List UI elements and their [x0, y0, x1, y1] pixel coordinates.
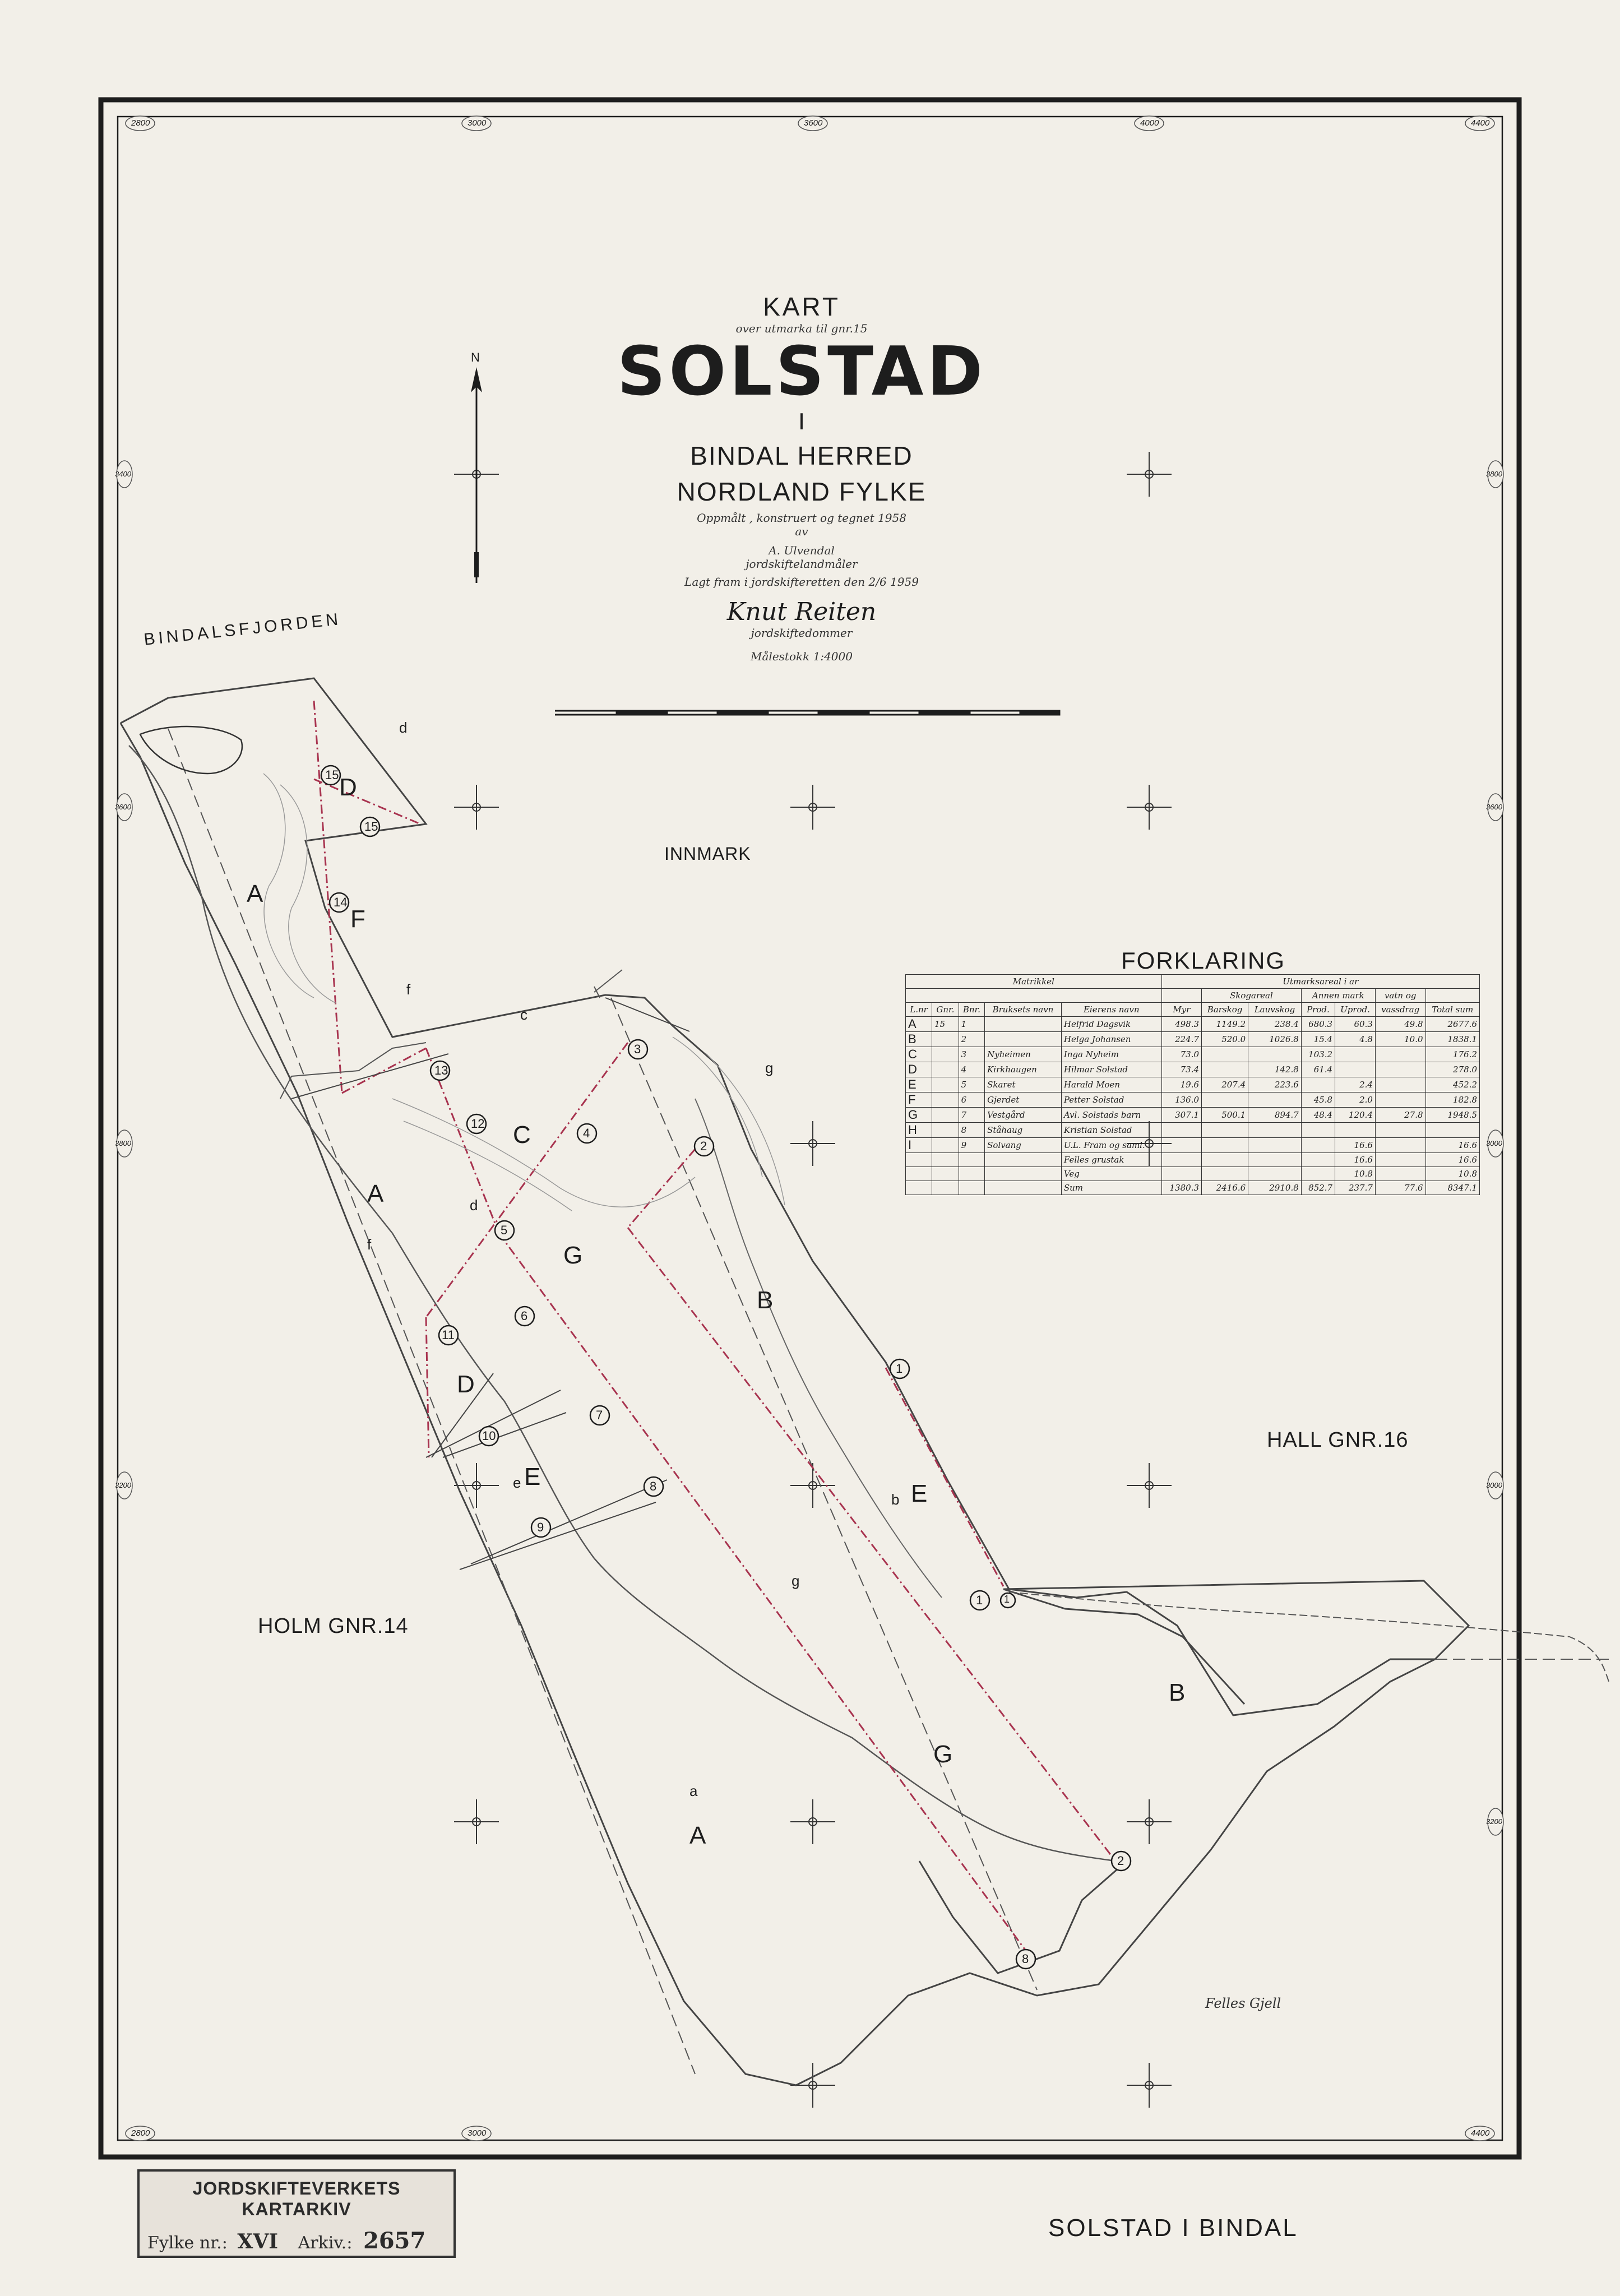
- legend-cell: 15.4: [1301, 1032, 1335, 1047]
- legend-cell: Inga Nyheim: [1061, 1047, 1161, 1062]
- lowercase-label: f: [406, 981, 411, 998]
- legend-col-gnr: Gnr.: [932, 1003, 959, 1017]
- grid-label: 3000: [1486, 1139, 1502, 1147]
- legend-cell: [1248, 1153, 1302, 1167]
- legend-cell: 120.4: [1335, 1108, 1376, 1123]
- legend-cell: 6: [959, 1093, 984, 1108]
- grid-label: 3800: [1486, 470, 1502, 478]
- legend-cell: [1375, 1047, 1425, 1062]
- legend-cell: 136.0: [1161, 1093, 1201, 1108]
- legend-cell: [1248, 1167, 1302, 1181]
- point-label: 2: [700, 1139, 707, 1153]
- legend-empty: [1425, 989, 1479, 1003]
- legend-cell: [932, 1123, 959, 1138]
- legend-cell: 182.8: [1425, 1093, 1479, 1108]
- lowercase-label: b: [891, 1491, 900, 1508]
- grid-label: 2800: [131, 2128, 150, 2138]
- legend-cell: 4: [959, 1062, 984, 1077]
- legend-cell: 852.7: [1301, 1181, 1335, 1195]
- legend-cell: Nyheimen: [985, 1047, 1062, 1062]
- point-label: 1: [1004, 1594, 1010, 1605]
- legend-header-annen: Annen mark: [1301, 989, 1375, 1003]
- point-label: 7: [596, 1408, 603, 1422]
- stamp-line1: JORDSKIFTEVERKETS KARTARKIV: [192, 2178, 401, 2219]
- legend-cell: [959, 1167, 984, 1181]
- legend-cell: 16.6: [1425, 1153, 1479, 1167]
- legend-cell: 10.0: [1375, 1032, 1425, 1047]
- point-label: 9: [537, 1520, 544, 1534]
- legend-cell: [985, 1167, 1062, 1181]
- legend-cell: 16.6: [1425, 1138, 1479, 1153]
- legend-cell: D: [906, 1062, 932, 1077]
- lowercase-label: d: [399, 719, 408, 736]
- legend-cell: [1375, 1077, 1425, 1093]
- legend-cell: [1202, 1062, 1248, 1077]
- legend-cell: 1026.8: [1248, 1032, 1302, 1047]
- legend-empty: [1161, 989, 1201, 1003]
- legend-cell: 16.6: [1335, 1138, 1376, 1153]
- point-label: 15: [325, 768, 339, 782]
- point-label: 8: [1022, 1952, 1029, 1966]
- lowercase-label: a: [689, 1783, 698, 1799]
- legend-col-prod: Prod.: [1301, 1003, 1335, 1017]
- legend-cell: [1202, 1153, 1248, 1167]
- parcel-letter: D: [457, 1371, 475, 1398]
- point-label: 15: [364, 820, 378, 834]
- legend-row: [906, 1181, 1480, 1195]
- legend-cell: [932, 1181, 959, 1195]
- legend-cell: Veg: [1061, 1167, 1161, 1181]
- legend-cell: 3: [959, 1047, 984, 1062]
- parcel-letter: C: [513, 1121, 531, 1149]
- legend-header-skogareal: Skogareal: [1202, 989, 1302, 1003]
- legend-cell: [906, 1153, 932, 1167]
- label-innmark: INNMARK: [664, 844, 751, 864]
- label-hall: HALL GNR.16: [1267, 1428, 1409, 1452]
- legend-cell: G: [906, 1108, 932, 1123]
- legend-cell: [1301, 1123, 1335, 1138]
- survey-note: Oppmålt , konstruert og tegnet 1958: [697, 511, 906, 525]
- point-label: 8: [650, 1479, 657, 1493]
- legend-cell: 16.6: [1335, 1153, 1376, 1167]
- grid-label: 4400: [1471, 2128, 1490, 2138]
- legend-cell: 2910.8: [1248, 1181, 1302, 1195]
- legend-cell: 77.6: [1375, 1181, 1425, 1195]
- legend-cell: Skaret: [985, 1077, 1062, 1093]
- stamp-fylke-label: Fylke nr.:: [147, 2233, 228, 2253]
- parcel-letter: B: [757, 1286, 774, 1314]
- legend-cell: 4.8: [1335, 1032, 1376, 1047]
- legend-cell: 27.8: [1375, 1108, 1425, 1123]
- legend-cell: [932, 1167, 959, 1181]
- legend-cell: 1838.1: [1425, 1032, 1479, 1047]
- legend-cell: [1301, 1138, 1335, 1153]
- legend-cell: Gjerdet: [985, 1093, 1062, 1108]
- legend-cell: 73.0: [1161, 1047, 1201, 1062]
- legend-cell: 500.1: [1202, 1108, 1248, 1123]
- legend-cell: [1202, 1138, 1248, 1153]
- legend-cell: [932, 1077, 959, 1093]
- legend-header-row: [906, 975, 1480, 989]
- legend-cell: 452.2: [1425, 1077, 1479, 1093]
- legend-col-lauvskog: Lauvskog: [1248, 1003, 1302, 1017]
- legend-column-row: [906, 1003, 1480, 1017]
- legend-row: [906, 1017, 1480, 1032]
- lowercase-label: e: [513, 1474, 521, 1491]
- legend-cell: 1948.5: [1425, 1108, 1479, 1123]
- legend-cell: [985, 1153, 1062, 1167]
- grid-label: 3600: [804, 118, 823, 128]
- legend-cell: [1161, 1167, 1201, 1181]
- point-label: 12: [471, 1117, 485, 1131]
- legend-cell: [1202, 1123, 1248, 1138]
- stamp-line2: [147, 2228, 453, 2254]
- legend-cell: Kirkhaugen: [985, 1062, 1062, 1077]
- legend-row: [906, 1032, 1480, 1047]
- parcel-letter: A: [367, 1180, 384, 1207]
- legend-cell: [959, 1153, 984, 1167]
- legend-header-vatn: vatn og: [1375, 989, 1425, 1003]
- legend-cell: 223.6: [1248, 1077, 1302, 1093]
- legend-col-lnr: L.nr: [906, 1003, 932, 1017]
- legend-cell: [1301, 1153, 1335, 1167]
- parcel-letter: G: [563, 1242, 583, 1269]
- legend-table: [905, 974, 1480, 1195]
- legend-cell: [1375, 1167, 1425, 1181]
- legend-col-eier: Eierens navn: [1061, 1003, 1161, 1017]
- legend-cell: E: [906, 1077, 932, 1093]
- legend-cell: [1375, 1153, 1425, 1167]
- label-felles-gjell: Felles Gjell: [1205, 1996, 1281, 2011]
- legend-header-utmark: Utmarksareal i ar: [1161, 975, 1479, 989]
- scale-label: Målestokk 1:4000: [751, 650, 853, 663]
- legend-header-matrikkel: Matrikkel: [906, 975, 1162, 989]
- legend-cell: [932, 1153, 959, 1167]
- legend-col-barskog: Barskog: [1202, 1003, 1248, 1017]
- legend-cell: Solvang: [985, 1138, 1062, 1153]
- grid-label: 4000: [1140, 118, 1159, 128]
- legend-cell: [985, 1017, 1062, 1032]
- lowercase-label: g: [765, 1059, 774, 1076]
- legend-col-total: Total sum: [1425, 1003, 1479, 1017]
- legend-cell: 103.2: [1301, 1047, 1335, 1062]
- legend-cell: U.L. Fram og saml.: [1061, 1138, 1161, 1153]
- parcel-letter: E: [524, 1463, 541, 1490]
- point-label: 3: [634, 1042, 641, 1056]
- title-name: SOLSTAD: [617, 333, 987, 411]
- legend-cell: Felles grustak: [1061, 1153, 1161, 1167]
- legend-col-uprod: Uprod.: [1335, 1003, 1376, 1017]
- grid-label: 3200: [115, 1481, 131, 1489]
- parcel-letter: B: [1169, 1679, 1186, 1706]
- legend-cell: [932, 1062, 959, 1077]
- parcel-letter: D: [339, 774, 357, 801]
- lowercase-label: f: [367, 1236, 372, 1253]
- legend-cell: [1248, 1047, 1302, 1062]
- archive-stamp: [137, 2169, 456, 2258]
- title-fylke: NORDLAND FYLKE: [677, 477, 927, 506]
- lowercase-label: d: [470, 1197, 478, 1214]
- legend-cell: 2.0: [1335, 1093, 1376, 1108]
- legend-empty: [906, 989, 1162, 1003]
- stamp-arkiv-value: 2657: [363, 2228, 426, 2254]
- legend-cell: [1202, 1093, 1248, 1108]
- parcel-letter: E: [911, 1480, 928, 1507]
- legend-row: [906, 1167, 1480, 1181]
- legend-cell: 61.4: [1301, 1062, 1335, 1077]
- legend-row: [906, 1123, 1480, 1138]
- legend-col-myr: Myr: [1161, 1003, 1201, 1017]
- grid-label: 2800: [131, 118, 150, 128]
- surveyor-title: jordskiftelandmåler: [746, 557, 858, 571]
- legend-row: [906, 1077, 1480, 1093]
- legend-cell: 1149.2: [1202, 1017, 1248, 1032]
- stamp-fylke-value: XVI: [237, 2230, 279, 2253]
- legend-cell: [1335, 1047, 1376, 1062]
- legend-cell: [932, 1138, 959, 1153]
- legend-cell: 2.4: [1335, 1077, 1376, 1093]
- legend-cell: [1202, 1047, 1248, 1062]
- legend-cell: [985, 1181, 1062, 1195]
- parcel-letter: F: [350, 905, 365, 933]
- grid-label: 3000: [1486, 1481, 1502, 1489]
- legend-cell: H: [906, 1123, 932, 1138]
- legend-cell: [959, 1181, 984, 1195]
- title-i: I: [798, 408, 805, 434]
- legend-cell: 48.4: [1301, 1108, 1335, 1123]
- legend-cell: Kristian Solstad: [1061, 1123, 1161, 1138]
- legend-subheader-row: [906, 989, 1480, 1003]
- legend-cell: 8: [959, 1123, 984, 1138]
- legend-cell: Helga Johansen: [1061, 1032, 1161, 1047]
- point-label: 1: [976, 1593, 983, 1607]
- legend-cell: 2416.6: [1202, 1181, 1248, 1195]
- legend-col-bruksnavn: Bruksets navn: [985, 1003, 1062, 1017]
- legend-cell: [1161, 1123, 1201, 1138]
- legend-row: [906, 1108, 1480, 1123]
- legend-cell: 73.4: [1161, 1062, 1201, 1077]
- signature: Knut Reiten: [726, 598, 877, 626]
- legend-cell: 9: [959, 1138, 984, 1153]
- label-fjord: BINDALSFJORDEN: [143, 609, 342, 649]
- legend-cell: [1335, 1062, 1376, 1077]
- legend-cell: 49.8: [1375, 1017, 1425, 1032]
- legend-row: [906, 1153, 1480, 1167]
- grid-label: 3200: [1486, 1817, 1502, 1826]
- label-holm: HOLM GNR.14: [258, 1614, 409, 1638]
- legend-row: [906, 1062, 1480, 1077]
- legend-cell: [1375, 1123, 1425, 1138]
- legend-title: FORKLARING: [1121, 947, 1286, 974]
- legend-cell: 176.2: [1425, 1047, 1479, 1062]
- grid-label: 3800: [115, 1139, 131, 1147]
- legend-cell: Avl. Solstads barn: [1061, 1108, 1161, 1123]
- legend-cell: 60.3: [1335, 1017, 1376, 1032]
- legend-cell: Petter Solstad: [1061, 1093, 1161, 1108]
- legend-col-vassdrag: vassdrag: [1375, 1003, 1425, 1017]
- point-label: 13: [434, 1063, 448, 1077]
- legend-cell: [932, 1047, 959, 1062]
- legend-cell: 2677.6: [1425, 1017, 1479, 1032]
- title-herred: BINDAL HERRED: [690, 441, 913, 470]
- legend-cell: A: [906, 1017, 932, 1032]
- legend-cell: [906, 1181, 932, 1195]
- parcel-letter: A: [689, 1822, 706, 1849]
- lowercase-label: g: [792, 1572, 800, 1589]
- legend-cell: Harald Moen: [1061, 1077, 1161, 1093]
- legend-cell: [1202, 1167, 1248, 1181]
- parcel-letter: G: [933, 1740, 953, 1768]
- legend-cell: [1248, 1138, 1302, 1153]
- legend-cell: 520.0: [1202, 1032, 1248, 1047]
- legend-cell: 19.6: [1161, 1077, 1201, 1093]
- point-label: 10: [482, 1429, 496, 1443]
- legend-cell: [1301, 1167, 1335, 1181]
- legend-cell: 894.7: [1248, 1108, 1302, 1123]
- legend-row: [906, 1138, 1480, 1153]
- point-label: 6: [521, 1309, 528, 1323]
- title-block: [589, 291, 1015, 663]
- legend-cell: 278.0: [1425, 1062, 1479, 1077]
- grid-label: 3600: [1486, 803, 1502, 811]
- point-label: 11: [442, 1328, 455, 1342]
- grid-label: 3600: [115, 803, 131, 811]
- legend-cell: C: [906, 1047, 932, 1062]
- survey-av: av: [795, 525, 808, 538]
- legend-cell: 10.8: [1335, 1167, 1376, 1181]
- legend-cell: 238.4: [1248, 1017, 1302, 1032]
- bottom-title: SOLSTAD I BINDAL: [1048, 2214, 1298, 2242]
- grid-label: 3400: [115, 470, 131, 478]
- title-subtitle: over utmarka til gnr.15: [735, 322, 868, 335]
- legend-cell: [932, 1108, 959, 1123]
- legend-cell: B: [906, 1032, 932, 1047]
- point-label: 2: [1117, 1854, 1124, 1868]
- legend-cell: 142.8: [1248, 1062, 1302, 1077]
- legend-cell: 680.3: [1301, 1017, 1335, 1032]
- surveyor-name: A. Ulvendal: [769, 544, 835, 557]
- legend-cell: [1301, 1077, 1335, 1093]
- legend-cell: [1248, 1093, 1302, 1108]
- legend-cell: 307.1: [1161, 1108, 1201, 1123]
- legend-cell: Ståhaug: [985, 1123, 1062, 1138]
- stamp-arkiv-label: Arkiv.:: [298, 2233, 353, 2253]
- legend-cell: 498.3: [1161, 1017, 1201, 1032]
- legend-cell: Vestgård: [985, 1108, 1062, 1123]
- legend-cell: Helfrid Dagsvik: [1061, 1017, 1161, 1032]
- legend-cell: [1161, 1138, 1201, 1153]
- legend-cell: 10.8: [1425, 1167, 1479, 1181]
- point-label: 1: [896, 1362, 903, 1376]
- legend-cell: [1375, 1062, 1425, 1077]
- legend-cell: [1248, 1123, 1302, 1138]
- lowercase-label: c: [520, 1006, 527, 1023]
- legend-cell: 2: [959, 1032, 984, 1047]
- legend-cell: [1375, 1093, 1425, 1108]
- legend-cell: 8347.1: [1425, 1181, 1479, 1195]
- title-kart: KART: [763, 292, 840, 321]
- grid-label: 3000: [468, 118, 487, 128]
- legend-cell: 207.4: [1202, 1077, 1248, 1093]
- legend-cell: 1: [959, 1017, 984, 1032]
- legend-row: [906, 1047, 1480, 1062]
- lagt-fram: Lagt fram i jordskifteretten den 2/6 1959: [684, 575, 919, 589]
- grid-label: 3000: [468, 2128, 487, 2138]
- legend-row: [906, 1093, 1480, 1108]
- legend-cell: I: [906, 1138, 932, 1153]
- legend-cell: F: [906, 1093, 932, 1108]
- legend-cell: [932, 1093, 959, 1108]
- legend-cell: 15: [932, 1017, 959, 1032]
- legend-col-bnr: Bnr.: [959, 1003, 984, 1017]
- legend-cell: 1380.3: [1161, 1181, 1201, 1195]
- legend-cell: [906, 1167, 932, 1181]
- legend-body: [906, 1017, 1480, 1195]
- legend-cell: [1161, 1153, 1201, 1167]
- grid-label: 4400: [1471, 118, 1490, 128]
- legend-cell: 224.7: [1161, 1032, 1201, 1047]
- legend-cell: [932, 1032, 959, 1047]
- legend-cell: 237.7: [1335, 1181, 1376, 1195]
- judge-title: jordskiftedommer: [751, 626, 853, 640]
- parcel-letter: A: [247, 880, 263, 908]
- legend-cell: 45.8: [1301, 1093, 1335, 1108]
- legend-cell: [1335, 1123, 1376, 1138]
- legend-cell: Hilmar Solstad: [1061, 1062, 1161, 1077]
- point-label: 4: [583, 1126, 590, 1140]
- legend-cell: [1375, 1138, 1425, 1153]
- legend-cell: 7: [959, 1108, 984, 1123]
- point-label: 14: [334, 895, 348, 909]
- point-label: 5: [501, 1223, 508, 1237]
- north-label: N: [471, 350, 480, 364]
- legend-cell: Sum: [1061, 1181, 1161, 1195]
- legend-cell: [1425, 1123, 1479, 1138]
- legend-cell: 5: [959, 1077, 984, 1093]
- legend-cell: [985, 1032, 1062, 1047]
